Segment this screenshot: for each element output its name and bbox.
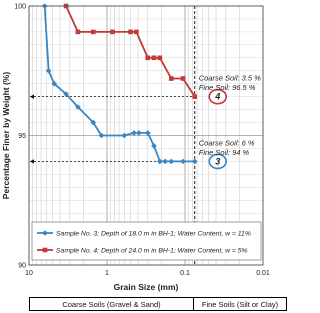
annotation-coarse-text: Coarse Soil: 6 % bbox=[198, 138, 255, 148]
data-point bbox=[128, 30, 133, 35]
sample-badge-number: 4 bbox=[215, 91, 221, 102]
annotation-fine-text: Fine Soil: 94 % bbox=[198, 147, 250, 157]
fine-soils-label: Fine Soils (Silt or Clay) bbox=[201, 299, 279, 309]
y-tick-label: 100 bbox=[14, 3, 26, 11]
coarse-soils-label: Coarse Soils (Gravel & Sand) bbox=[30, 298, 194, 310]
data-point bbox=[110, 30, 115, 35]
data-point bbox=[169, 76, 174, 81]
data-point bbox=[76, 30, 81, 35]
sample-badge-number: 3 bbox=[215, 156, 221, 167]
x-tick-label: 10 bbox=[25, 270, 33, 277]
y-tick-label: 90 bbox=[18, 262, 26, 270]
y-tick-label: 95 bbox=[18, 133, 26, 140]
x-tick-label: 0.01 bbox=[256, 270, 270, 277]
x-axis-title: Grain Size (mm) bbox=[113, 282, 179, 292]
data-point bbox=[91, 30, 96, 35]
data-point bbox=[152, 56, 157, 61]
data-point bbox=[181, 76, 186, 81]
data-point bbox=[145, 56, 150, 61]
legend-swatch-marker bbox=[43, 248, 48, 253]
legend-label: Sample No. 4; Depth of 24.0 m in BH-1; Water Content, w = 5% bbox=[56, 247, 248, 255]
legend bbox=[32, 222, 261, 260]
data-point bbox=[158, 56, 163, 61]
annotation-fine-text: Fine Soil: 96.5 % bbox=[198, 83, 256, 93]
legend-label: Sample No. 3; Depth of 18.0 m in BH-1; Water Content, w = 11% bbox=[56, 230, 251, 238]
x-tick-label: 1 bbox=[105, 270, 109, 277]
data-point bbox=[134, 30, 139, 35]
y-axis-title: Percentage Finer by Weight (%) bbox=[1, 71, 11, 200]
annotation-coarse-text: Coarse Soil: 3.5 % bbox=[198, 73, 261, 83]
soil-classification-bar bbox=[29, 297, 287, 311]
x-tick-label: 0.1 bbox=[180, 270, 190, 277]
data-point bbox=[192, 94, 197, 99]
